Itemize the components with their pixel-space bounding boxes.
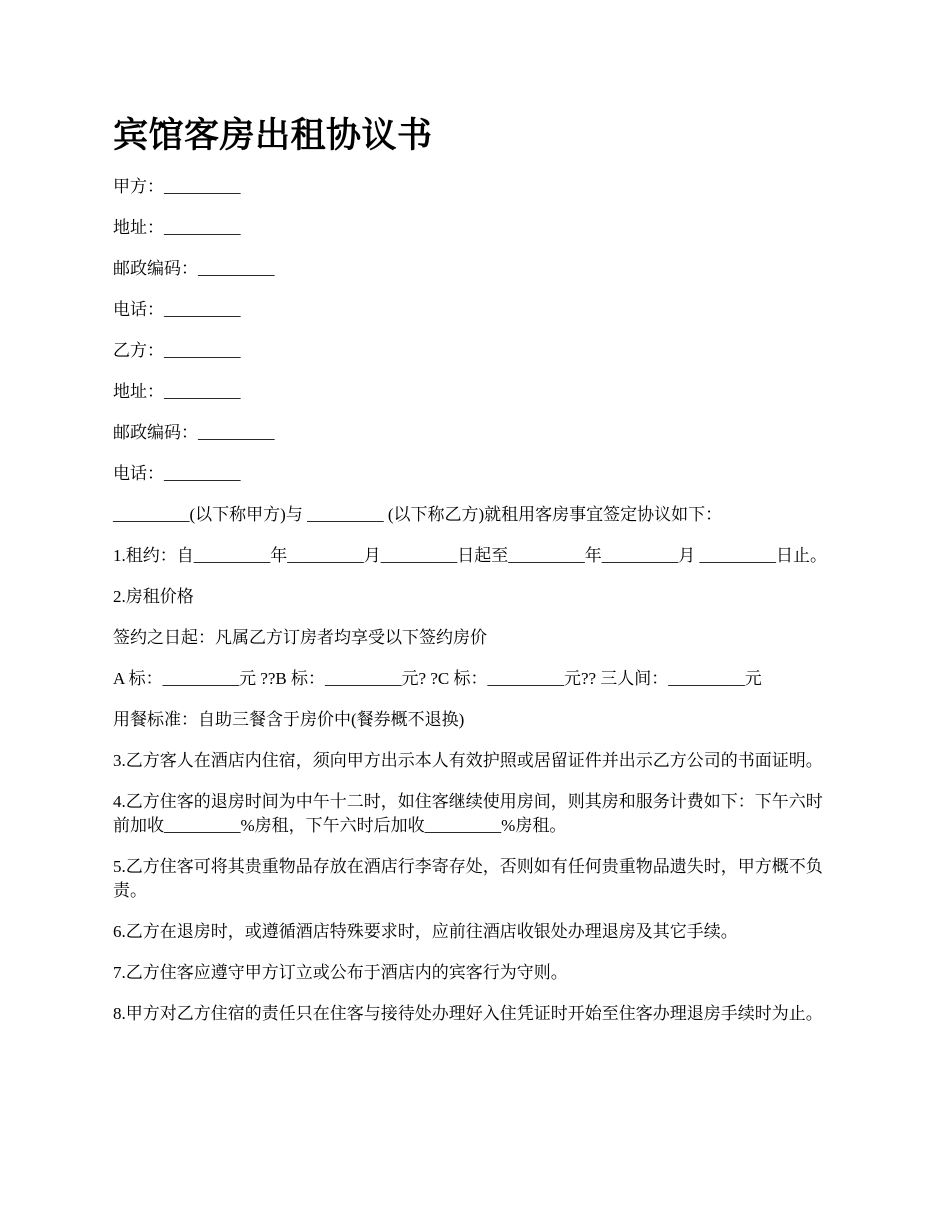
clause-6: 6.乙方在退房时，或遵循酒店特殊要求时，应前往酒店收银处办理退房及其它手续。: [113, 922, 738, 941]
party-b-postcode: 邮政编码：_________: [113, 423, 275, 442]
clause-5: 5.乙方住客可将其贵重物品存放在酒店行李寄存处，否则如有任何贵重物品遗失时，甲方概不负责。: [113, 857, 823, 900]
clause-2-meal-standard: 用餐标准：自助三餐含于房价中(餐券概不退换): [113, 710, 465, 729]
clause-8: 8.甲方对乙方住宿的责任只在住客与接待处办理好入住凭证时开始至住客办理退房手续时为止。: [113, 1004, 823, 1023]
party-a-name: 甲方：_________: [113, 177, 241, 196]
clause-3: 3.乙方客人在酒店内住宿，须向甲方出示本人有效护照或居留证件并出示乙方公司的书面证明。: [113, 751, 823, 770]
clause-2-contract-price-note: 签约之日起：凡属乙方订房者均享受以下签约房价: [113, 628, 487, 647]
party-b-phone: 电话：_________: [113, 464, 241, 483]
party-a-address: 地址：_________: [113, 218, 241, 237]
party-b-address: 地址：_________: [113, 382, 241, 401]
clause-2-room-rates: A 标：_________元 ??B 标：_________元? ?C 标：_________元?? 三人间：_________元: [113, 669, 762, 688]
party-a-phone: 电话：_________: [113, 300, 241, 319]
agreement-intro: _________(以下称甲方)与 _________ (以下称乙方)就租用客房事宜签定协议如下：: [113, 505, 723, 524]
party-b-name: 乙方：_________: [113, 341, 241, 360]
document-title: 宾馆客房出租协议书: [113, 115, 433, 156]
clause-4: 4.乙方住客的退房时间为中午十二时，如住客继续使用房间，则其房和服务计费如下：下午六时前加收_________%房租，下午六时后加收_________%房租。: [113, 792, 823, 835]
clause-1-lease-term: 1.租约：自_________年_________月_________日起至_________年_________月 _________日止。: [113, 546, 827, 565]
document-page: [113, 110, 838, 1043]
party-a-postcode: 邮政编码：_________: [113, 259, 275, 278]
clause-7: 7.乙方住客应遵守甲方订立或公布于酒店内的宾客行为守则。: [113, 963, 568, 982]
clause-2-heading: 2.房租价格: [113, 587, 194, 606]
